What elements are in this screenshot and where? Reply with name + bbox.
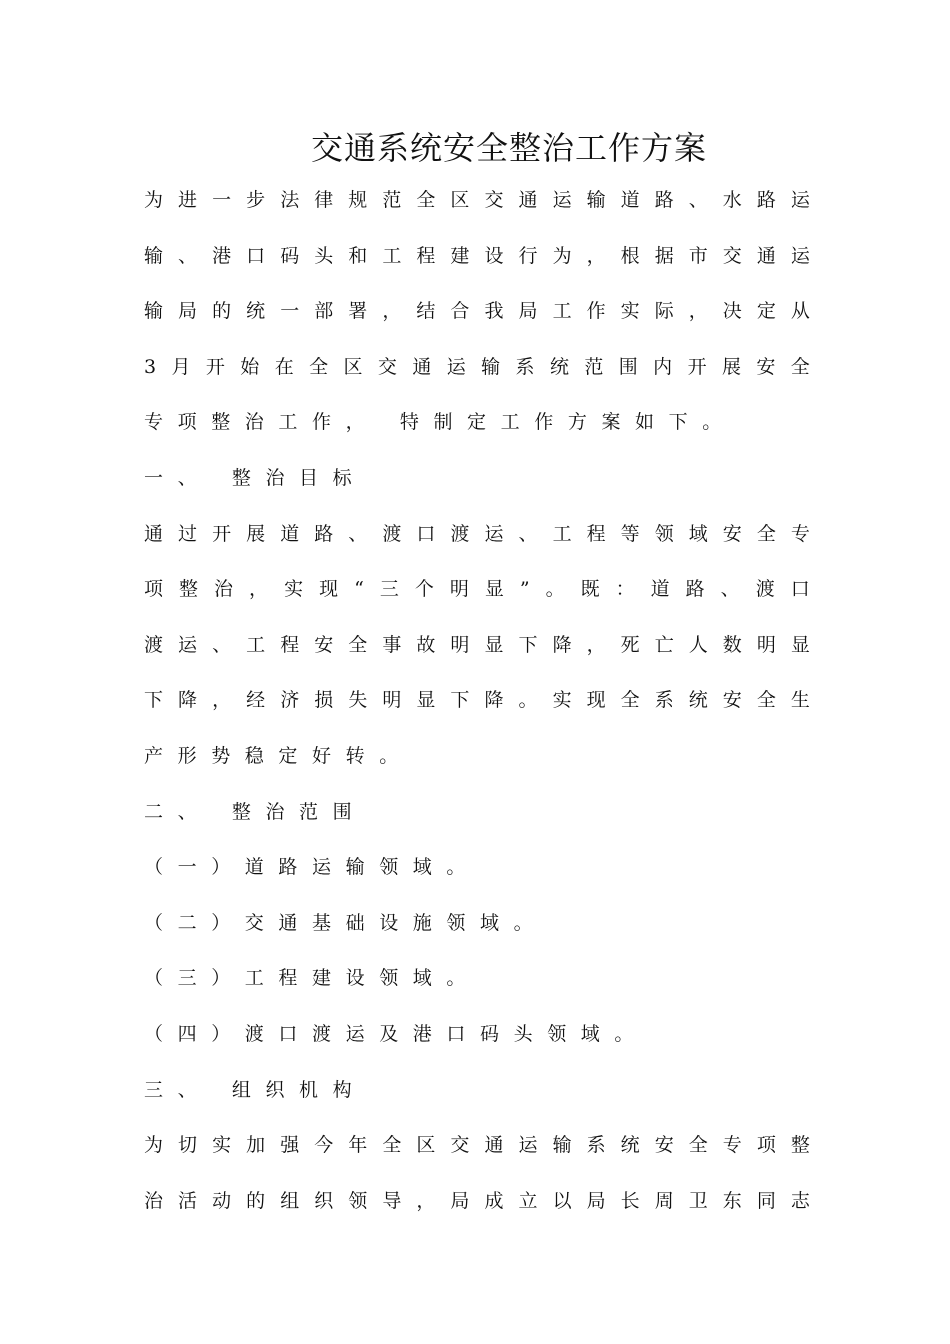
body-line: 为 切 实 加 强 今 年 全 区 交 通 运 输 系 统 安 全 专 项 整 <box>144 1134 810 1157</box>
body-line: 输 、 港 口 码 头 和 工 程 建 设 行 为 ， 根 据 市 交 通 运 <box>144 244 810 267</box>
body-line: （一）道路运输领域。 <box>144 856 481 879</box>
body-line: 三、 组织机构 <box>144 1078 367 1101</box>
body-line: （四）渡口渡运及港口码头领域。 <box>144 1023 649 1045</box>
body-line: 专项整治工作， 特制定工作方案如下。 <box>144 411 736 434</box>
body-line: 治 活 动 的 组 织 领 导 ， 局 成 立 以 局 长 周 卫 东 同 志 <box>144 1189 810 1212</box>
body-line: 输 局 的 统 一 部 署 ， 结 合 我 局 工 作 实 际 ， 决 定 从 <box>144 300 810 323</box>
body-line: 3 月 开 始 在 全 区 交 通 运 输 系 统 范 围 内 开 展 安 全 <box>144 355 810 378</box>
body-line: （二）交通基础设施领域。 <box>144 911 548 934</box>
body-line: （三）工程建设领域。 <box>144 967 481 990</box>
body-line: 一、 整治目标 <box>144 467 367 489</box>
document-title: 交通系统安全整治工作方案 <box>310 129 707 167</box>
body-line: 项 整 治 ， 实 现 “ 三 个 明 显 ” 。 既 ： 道 路 、 渡 口 <box>144 578 810 601</box>
body-line: 二、 整治范围 <box>144 800 367 823</box>
body-line: 渡 运 、 工 程 安 全 事 故 明 显 下 降 ， 死 亡 人 数 明 显 <box>144 633 810 656</box>
body-line: 下 降 ， 经 济 损 失 明 显 下 降 。 实 现 全 系 统 安 全 生 <box>144 689 810 712</box>
body-line: 产形势稳定好转。 <box>144 745 413 767</box>
body-line: 通 过 开 展 道 路 、 渡 口 渡 运 、 工 程 等 领 域 安 全 专 <box>144 522 810 545</box>
body-line: 为 进 一 步 法 律 规 范 全 区 交 通 运 输 道 路 、 水 路 运 <box>144 189 810 211</box>
